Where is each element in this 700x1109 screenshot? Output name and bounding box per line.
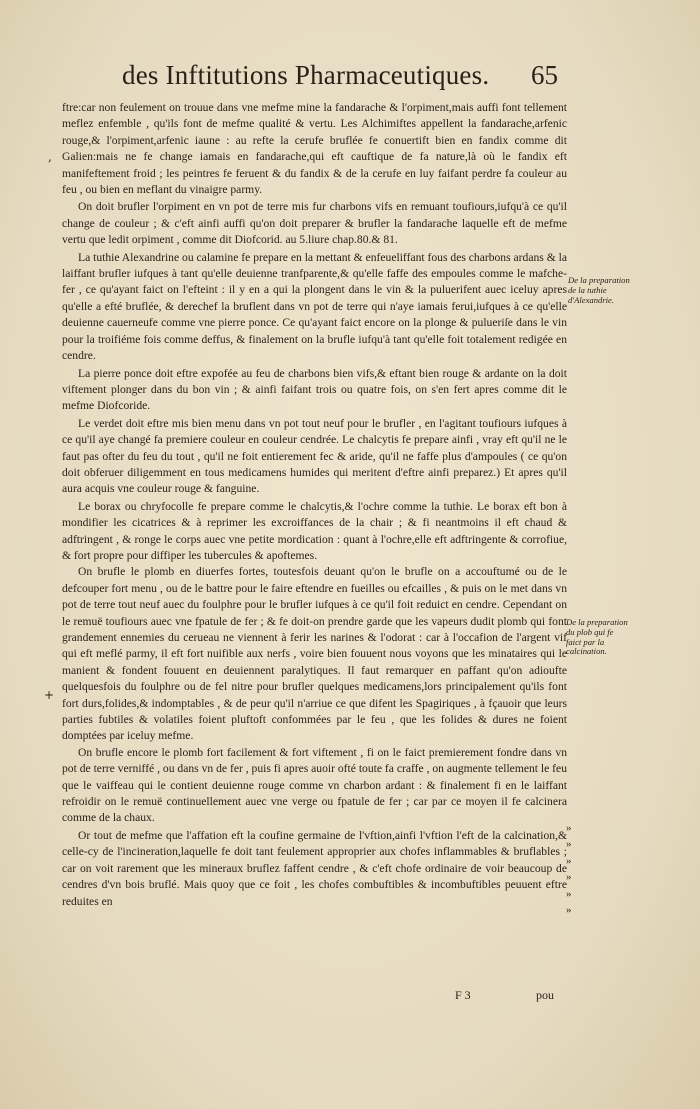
paragraph-assation: Or tout de mefme que l'affation eft la coufine germaine de l'vftion,ainfi l'vftion l'eft de la calcination,& celle-cy de l'incineration,laquelle fe doit tant feulement approprier aux chofes inflammables & bruflables ; car on voit rarement que les mineraux bruflez faffent cendre , & c'eft chofe ordinaire de voir beaucoup de cendres d'vn bois bruflé. Mais quoy que ce foit , les chofes combuftibles & incombuftibles peuuent eftre reduites en [62,828,567,908]
signature-mark: F 3 [455,988,471,1002]
paragraph-pierre-ponce: La pierre ponce doit eftre expofée au feu de charbons bien vifs,& eftant bien rouge & ardante on la doit viftement plonger dans du bon vin ; & ainfi faifant trois ou quatre fois, on s'en fert apres comme dit le mefme Diofcoride. [62,366,567,413]
paragraph-plomb: On brufle le plomb en diuerfes fortes, toutesfois deuant qu'on le brufle on a accouftumé ou de le defcouper fort menu , ou de le battre pour le faire eftendre en fueilles ou efcailles , & puis on le met dans vn pot de terre tout neuf auec du foulphre pour le brufler iufques à ce qu'il foit reduict en cendre. Cependant on le remuë toufiours auec vne fpatule de fer ; & fe doit-on prendre garde que les vapeurs dudit plomb qui font grandement ennemies du cerueau ne viennent à ferir les narines & l'odorat : car à l'occafion de l'argent vif qui eft meflé parmy, il eft fort nuifible aux nerfs , voire bien fouuent nous voyons que les minataires qui le manient & fondent fouuent en deuiennent paralytiques. Il faut remarquer en paffant qu'on adioufte quelquesfois du foulphre ou de fel nitre pour brufler quelques medicamens,lors principalement qu'ils font fort durs,folides,& indomptables , & de peur qu'il n'arriue ce que difent les Spagiriques , à fçauoir que leurs parties fubtiles & volatiles foient pluftoft confommées par le feu , que les folides & dures ne foient domptées par iceluy mefme. [62,565,567,743]
printer-mark-plus: + [44,688,55,702]
printer-mark: , [48,150,52,164]
page-footer [0,988,700,1008]
main-text [62,100,567,910]
marginal-note-plomb: De la preparation du plob qui fe faict par la calcination. [566,617,628,657]
paragraph-plomb-calcination: On brufle encore le plomb fort facilement & fort viftement , fi on le faict premierement fondre dans vn pot de terre verniffé , ou dans vn de fer , puis fi apres auoir ofté toute fa craffe , on augmente tellement le feu que le vaiffeau qui le contient deuienne rouge comme vn charbon ardant : & finalement fi en le laiffant refroidir on le remuë continuellement auec vne verge ou fpatule de fer ; car par ce moyen il fe calcinera comme de la chaux. [62,745,567,825]
quote-mark: » [566,903,572,916]
page-header [0,60,700,100]
catchword: pou [536,988,554,1002]
quotation-marks [566,820,572,918]
quote-mark: » [566,871,572,884]
paragraph-borax: Le borax ou chryfocolle fe prepare comme le chalcytis,& l'ochre comme la tuthie. Le borax eft bon à mondifier les cicatrices & à reprimer les excroiffances de la chair ; & fi neantmoins il eft chaud & adftringent , & ronge le corps auec vne petite mordication : quant à l'ochre,elle eft adftringente & corrofiue, & fort propre pour diffiper les tubercules & apoftemes. [62,499,567,562]
paragraph-orpiment-intro: ftre:car non feulement on trouue dans vne mefme mine la fandarache & l'orpiment,mais auffi font tellement meflez enfemble , qu'ils font de mefme qualité & vertu. Les Alchimiftes appellent la fandarache,arfenic rouge,& l'orpiment,arfenic iaune : au refte la cerufe bruflée fe conuertift bien en fandix comme dit Galien:mais ne fe change iamais en fandarache,qui eft cauftique de fa nature,là où le fandix eft manifeftement froid ; les peintres fe feruent & du fandix & de la cerufe en luy faifant perdre fa couleur au feu , ou bien en meflant du vinaigre parmy. [62,101,567,197]
marginal-note-tuthie: De la preparation de la tuthie d'Alexandrie. [568,275,630,305]
running-title: des Inftitutions Pharmaceutiques. [122,60,490,90]
quote-mark: » [566,838,572,851]
quote-mark: » [566,854,572,867]
paragraph-orpiment: On doit brufler l'orpiment en vn pot de terre mis fur charbons vifs en remuant toufiours,iufqu'à ce qu'il change de couleur ; & c'eft ainfi auffi qu'on doit preparer & brufler la fandarache laquelle eft de mefme vertu que ledit orpiment , comme dit Diofcorid. au 5.liure chap.80.& 81. [62,200,567,247]
quote-mark: » [566,822,572,834]
quote-mark: » [566,887,572,900]
paragraph-tuthie: La tuthie Alexandrine ou calamine fe prepare en la mettant & enfeueliffant fous des charbons ardans & la laiffant brufler iufques à tant qu'elle deuienne tranfparente,& qu'elle faffe des empoules comme le mafche-fer , ce qu'ayant faict on l'efteint : il y en a qui la plongent dans le vin & la puluerifent auec iceluy apres qu'elle a efté bruflée, & derechef la bruflent dans vn pot de terre qui n'aye iamais ferui,iufques à ce qu'elle deuienne cauerneufe comme vne pierre ponce. Ce qu'ayant faict encore on la plonge & pulueriſe dans le vin pour la troifiéme fois comme deffus, & finalement on la brufle iufqu'à tant qu'elle foit totalement redigée en cendre. [62,250,567,363]
paragraph-verdet: Le verdet doit eftre mis bien menu dans vn pot tout neuf pour le brufler , en l'agitant toufiours iufques à ce qu'il aye changé fa premiere couleur en couleur cendrée. Le chalcytis fe prepare ainfi , vray eft qu'il ne le faut pas ofter du feu du tout , qu'il ne foit entierement fec & aride, qu'il ne faffe plus d'ampoules ( ce qu'on doit obferuer diligemment en tous medicamens humides qui meritent d'eftre ainfi preparez.) Et apres qu'il aura acquis vne couleur rouge & fanguine. [62,416,567,496]
page-number: 65 [531,60,558,90]
